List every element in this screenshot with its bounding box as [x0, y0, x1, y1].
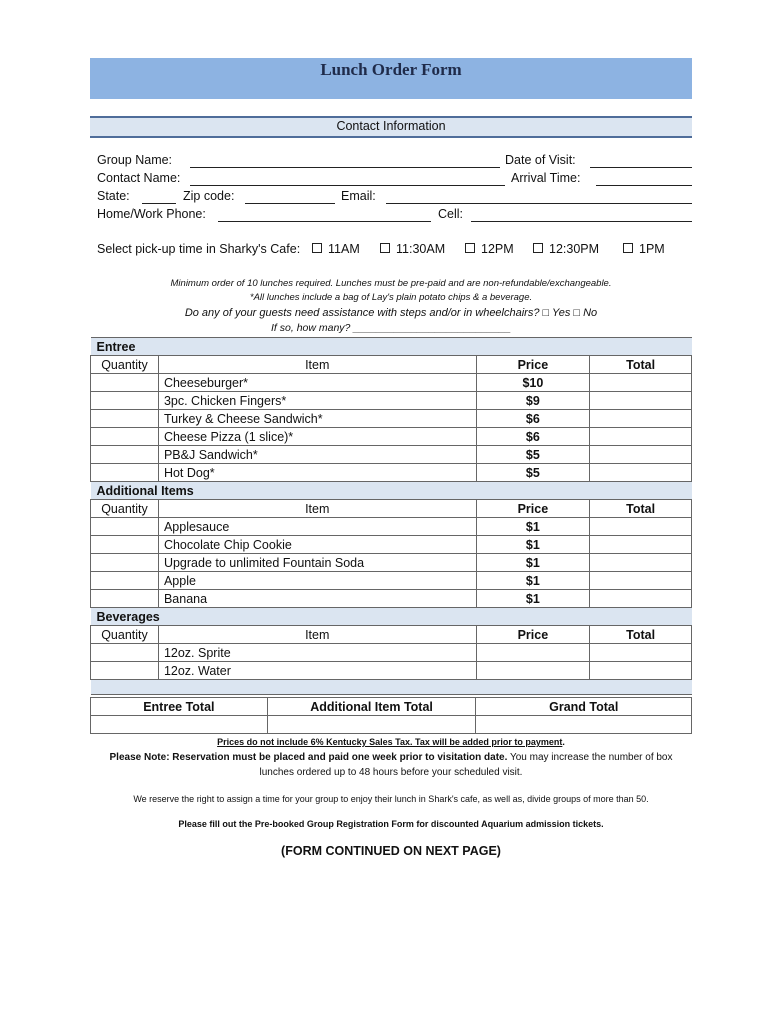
pickup-time-label: Select pick-up time in Sharky's Cafe:: [97, 242, 301, 256]
form-continued-note: (FORM CONTINUED ON NEXT PAGE): [281, 844, 501, 858]
order-table: [90, 337, 692, 695]
table-row: [91, 518, 692, 536]
state-label: State:: [97, 189, 130, 203]
table-row: [91, 374, 692, 392]
reservation-note-line2: lunches ordered up to 48 hours before your scheduled visit.: [259, 767, 523, 778]
total-cell[interactable]: [590, 428, 692, 446]
total-cell[interactable]: [590, 572, 692, 590]
quantity-cell[interactable]: [91, 428, 159, 446]
pickup-option-11am[interactable]: 11AM: [312, 242, 360, 256]
item-header: Item: [158, 356, 476, 374]
pickup-option-12pm[interactable]: 12PM: [465, 242, 514, 256]
pickup-option-1230pm[interactable]: 12:30PM: [533, 242, 599, 256]
price-cell: $1: [476, 518, 590, 536]
price-cell: $1: [476, 554, 590, 572]
date-of-visit-field[interactable]: [590, 167, 692, 168]
quantity-cell[interactable]: [91, 590, 159, 608]
item-header: Item: [158, 500, 476, 518]
price-header: Price: [476, 356, 590, 374]
contact-name-field[interactable]: [190, 185, 505, 186]
entree-total-field[interactable]: [91, 716, 268, 734]
quantity-header: Quantity: [91, 356, 159, 374]
zip-code-field[interactable]: [245, 203, 335, 204]
table-row: [91, 392, 692, 410]
date-of-visit-label: Date of Visit:: [505, 153, 576, 167]
price-header: Price: [476, 626, 590, 644]
additional-title: Additional Items: [91, 482, 692, 500]
item-cell: PB&J Sandwich*: [158, 446, 476, 464]
checkbox-icon[interactable]: [623, 243, 633, 253]
reserve-right-note: We reserve the right to assign a time for your group to enjoy their lunch in Shark's cafe, as well as, divide groups of more than 50.: [133, 794, 649, 804]
total-header: Total: [590, 500, 692, 518]
section-header-beverages: [91, 608, 692, 626]
item-cell: Turkey & Cheese Sandwich*: [158, 410, 476, 428]
table-row: [91, 644, 692, 662]
arrival-time-label: Arrival Time:: [511, 171, 581, 185]
price-cell: $10: [476, 374, 590, 392]
group-name-label: Group Name:: [97, 153, 173, 167]
contact-name-label: Contact Name:: [97, 171, 181, 185]
total-cell[interactable]: [590, 662, 692, 680]
pickup-option-1pm[interactable]: 1PM: [623, 242, 665, 256]
quantity-cell[interactable]: [91, 644, 159, 662]
total-cell[interactable]: [590, 374, 692, 392]
additional-total-field[interactable]: [267, 716, 476, 734]
price-cell: [476, 662, 590, 680]
table-header-row: [91, 356, 692, 374]
total-cell[interactable]: [590, 554, 692, 572]
total-cell[interactable]: [590, 392, 692, 410]
entree-total-header: Entree Total: [91, 698, 268, 716]
total-header: Total: [590, 356, 692, 374]
beverages-title: Beverages: [91, 608, 692, 626]
quantity-cell[interactable]: [91, 518, 159, 536]
quantity-cell[interactable]: [91, 392, 159, 410]
item-cell: Applesauce: [158, 518, 476, 536]
totals-table: [90, 697, 692, 734]
table-row: [91, 428, 692, 446]
entree-title: Entree: [91, 338, 692, 356]
table-row: [91, 590, 692, 608]
quantity-cell[interactable]: [91, 572, 159, 590]
item-cell: Cheese Pizza (1 slice)*: [158, 428, 476, 446]
minimum-order-note: Minimum order of 10 lunches required. Lunches must be pre-paid and are non-refundable/exchangeable.: [170, 278, 612, 289]
total-cell[interactable]: [590, 410, 692, 428]
item-cell: Chocolate Chip Cookie: [158, 536, 476, 554]
cell-label: Cell:: [438, 207, 464, 221]
page-title: Lunch Order Form: [320, 60, 462, 79]
total-cell[interactable]: [590, 446, 692, 464]
quantity-cell[interactable]: [91, 554, 159, 572]
table-header-row: [91, 500, 692, 518]
total-cell[interactable]: [590, 464, 692, 482]
section-header-additional: [91, 482, 692, 500]
table-header-row: [91, 626, 692, 644]
price-cell: $6: [476, 428, 590, 446]
total-cell[interactable]: [590, 644, 692, 662]
total-cell[interactable]: [590, 590, 692, 608]
table-row: [91, 536, 692, 554]
item-cell: Banana: [158, 590, 476, 608]
quantity-cell[interactable]: [91, 410, 159, 428]
state-field[interactable]: [142, 203, 176, 204]
phone-label: Home/Work Phone:: [97, 207, 206, 221]
table-row: [91, 464, 692, 482]
grand-total-field[interactable]: [476, 716, 692, 734]
table-row: [91, 554, 692, 572]
item-cell: 3pc. Chicken Fingers*: [158, 392, 476, 410]
checkbox-icon[interactable]: [312, 243, 322, 253]
section-header-entree: [91, 338, 692, 356]
email-field[interactable]: [386, 203, 692, 204]
price-cell: $1: [476, 590, 590, 608]
assistance-question: Do any of your guests need assistance with steps and/or in wheelchairs? □ Yes □ No: [184, 307, 598, 319]
zip-code-label: Zip code:: [183, 189, 235, 203]
prebooked-note: Please fill out the Pre-booked Group Registration Form for discounted Aquarium admission tickets.: [178, 819, 604, 829]
price-cell: $1: [476, 572, 590, 590]
contact-info-label: Contact Information: [336, 119, 446, 133]
price-cell: $6: [476, 410, 590, 428]
title-bar: [90, 58, 692, 99]
item-cell: Apple: [158, 572, 476, 590]
total-cell[interactable]: [590, 536, 692, 554]
email-label: Email:: [341, 189, 376, 203]
table-row: [91, 662, 692, 680]
quantity-cell[interactable]: [91, 464, 159, 482]
item-cell: Hot Dog*: [158, 464, 476, 482]
checkbox-icon[interactable]: [533, 243, 543, 253]
quantity-header: Quantity: [91, 500, 159, 518]
total-header: Total: [590, 626, 692, 644]
item-cell: Cheeseburger*: [158, 374, 476, 392]
price-cell: $9: [476, 392, 590, 410]
additional-total-header: Additional Item Total: [267, 698, 476, 716]
cell-field[interactable]: [471, 221, 692, 222]
price-cell: [476, 644, 590, 662]
quantity-cell[interactable]: [91, 446, 159, 464]
table-row: [91, 410, 692, 428]
item-header: Item: [158, 626, 476, 644]
item-cell: 12oz. Water: [158, 662, 476, 680]
totals-header-row: [91, 698, 692, 716]
contact-info-header: [90, 116, 692, 138]
grand-total-header: Grand Total: [476, 698, 692, 716]
price-header: Price: [476, 500, 590, 518]
quantity-cell[interactable]: [91, 536, 159, 554]
table-row: [91, 572, 692, 590]
group-name-field[interactable]: [190, 167, 500, 168]
item-cell: 12oz. Sprite: [158, 644, 476, 662]
checkbox-icon[interactable]: [380, 243, 390, 253]
price-cell: $1: [476, 536, 590, 554]
reservation-note: Please Note: Reservation must be placed and paid one week prior to visitation date. You may increase the number of box: [109, 752, 673, 763]
checkbox-icon[interactable]: [465, 243, 475, 253]
how-many-question: If so, how many? ___________________________: [271, 322, 511, 334]
totals-value-row: [91, 716, 692, 734]
quantity-cell[interactable]: [91, 662, 159, 680]
spacer-band: [91, 680, 692, 695]
total-cell[interactable]: [590, 518, 692, 536]
tax-note: Prices do not include 6% Kentucky Sales Tax. Tax will be added prior to payment.: [217, 737, 565, 747]
arrival-time-field[interactable]: [596, 185, 692, 186]
quantity-header: Quantity: [91, 626, 159, 644]
item-cell: Upgrade to unlimited Fountain Soda: [158, 554, 476, 572]
table-row: [91, 446, 692, 464]
price-cell: $5: [476, 464, 590, 482]
includes-note: *All lunches include a bag of Lay's plain potato chips & a beverage.: [249, 292, 533, 303]
quantity-cell[interactable]: [91, 374, 159, 392]
phone-field[interactable]: [218, 221, 431, 222]
pickup-option-1130am[interactable]: 11:30AM: [380, 242, 445, 256]
price-cell: $5: [476, 446, 590, 464]
